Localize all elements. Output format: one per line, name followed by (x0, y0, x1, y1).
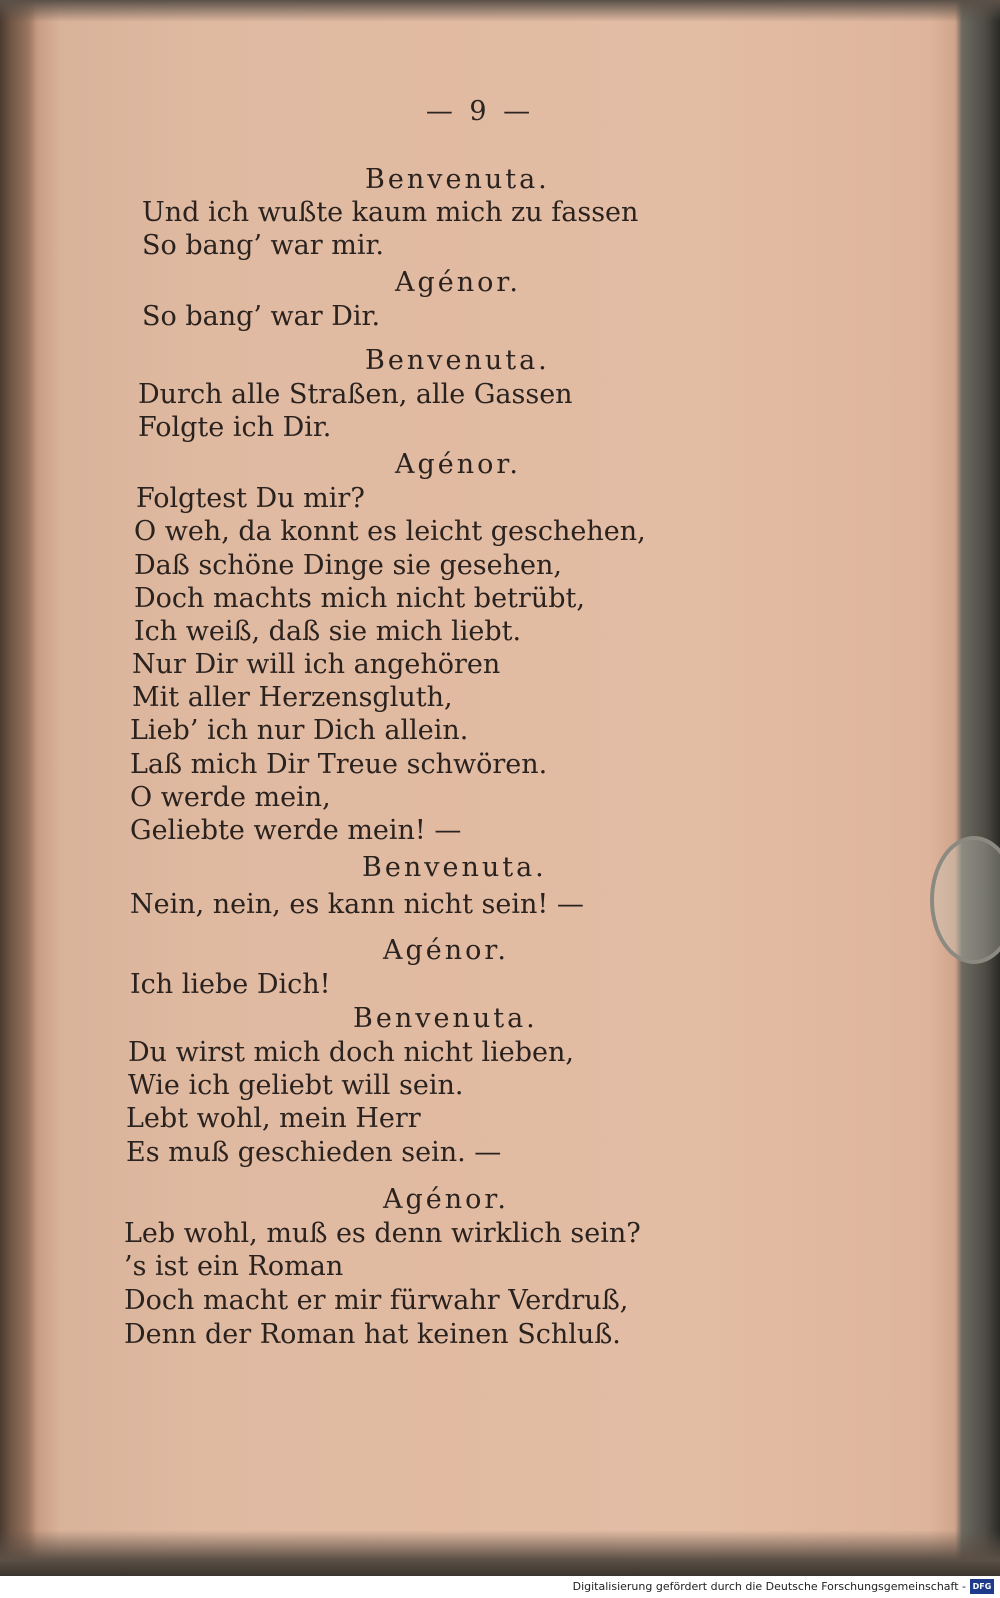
verse-line: O werde mein, (130, 782, 331, 813)
verse-line: Laß mich Dir Treue schwören. (130, 749, 548, 780)
digitization-footer (0, 1576, 1000, 1598)
verse-line: Geliebte werde mein! — (130, 815, 462, 846)
verse-line: Es muß geschieden sein. — (126, 1137, 502, 1168)
verse-line: So bang’ war mir. (142, 230, 385, 261)
speaker-name: Agénor. (383, 935, 509, 966)
speaker-name: Benvenuta. (353, 1003, 538, 1034)
verse-line: Und ich wußte kaum mich zu fassen (142, 197, 639, 228)
dfg-logo: DFG (970, 1579, 994, 1594)
speaker-name: Agénor. (383, 1184, 509, 1215)
page-number: — 9 — (425, 96, 535, 127)
verse-line: O weh, da konnt es leicht geschehen, (134, 516, 646, 547)
verse-line: ’s ist ein Roman (124, 1251, 344, 1282)
verse-line: Denn der Roman hat keinen Schluß. (124, 1319, 621, 1350)
speaker-name: Agénor. (395, 449, 521, 480)
verse-line: Nur Dir will ich angehören (132, 649, 501, 680)
verse-line: Folgtest Du mir? (136, 483, 365, 514)
verse-line: So bang’ war Dir. (142, 301, 381, 332)
verse-line: Doch macht er mir fürwahr Verdruß, (124, 1285, 629, 1316)
verse-line: Doch machts mich nicht betrübt, (134, 583, 585, 614)
footer-credit: Digitalisierung gefördert durch die Deutsche Forschungsgemeinschaft - (572, 1580, 966, 1593)
verse-line: Lieb’ ich nur Dich allein. (130, 715, 469, 746)
verse-line: Lebt wohl, mein Herr (126, 1103, 421, 1134)
verse-line: Du wirst mich doch nicht lieben, (128, 1037, 574, 1068)
verse-line: Daß schöne Dinge sie gesehen, (134, 550, 562, 581)
page-clip (930, 836, 1000, 964)
verse-line: Leb wohl, muß es denn wirklich sein? (124, 1218, 641, 1249)
page-top-shadow (0, 0, 1000, 22)
page-bottom-shadow (0, 1530, 1000, 1576)
verse-line: Folgte ich Dir. (138, 412, 332, 443)
speaker-name: Agénor. (395, 267, 521, 298)
speaker-name: Benvenuta. (365, 164, 550, 195)
verse-line: Wie ich geliebt will sein. (128, 1070, 464, 1101)
verse-line: Durch alle Straßen, alle Gassen (138, 379, 573, 410)
verse-line: Nein, nein, es kann nicht sein! — (130, 889, 584, 920)
book-binding (0, 0, 36, 1576)
verse-line: Ich liebe Dich! (130, 969, 331, 1000)
verse-line: Ich weiß, daß sie mich liebt. (134, 616, 522, 647)
verse-line: Mit aller Herzensgluth, (132, 682, 453, 713)
speaker-name: Benvenuta. (365, 345, 550, 376)
speaker-name: Benvenuta. (362, 852, 547, 883)
